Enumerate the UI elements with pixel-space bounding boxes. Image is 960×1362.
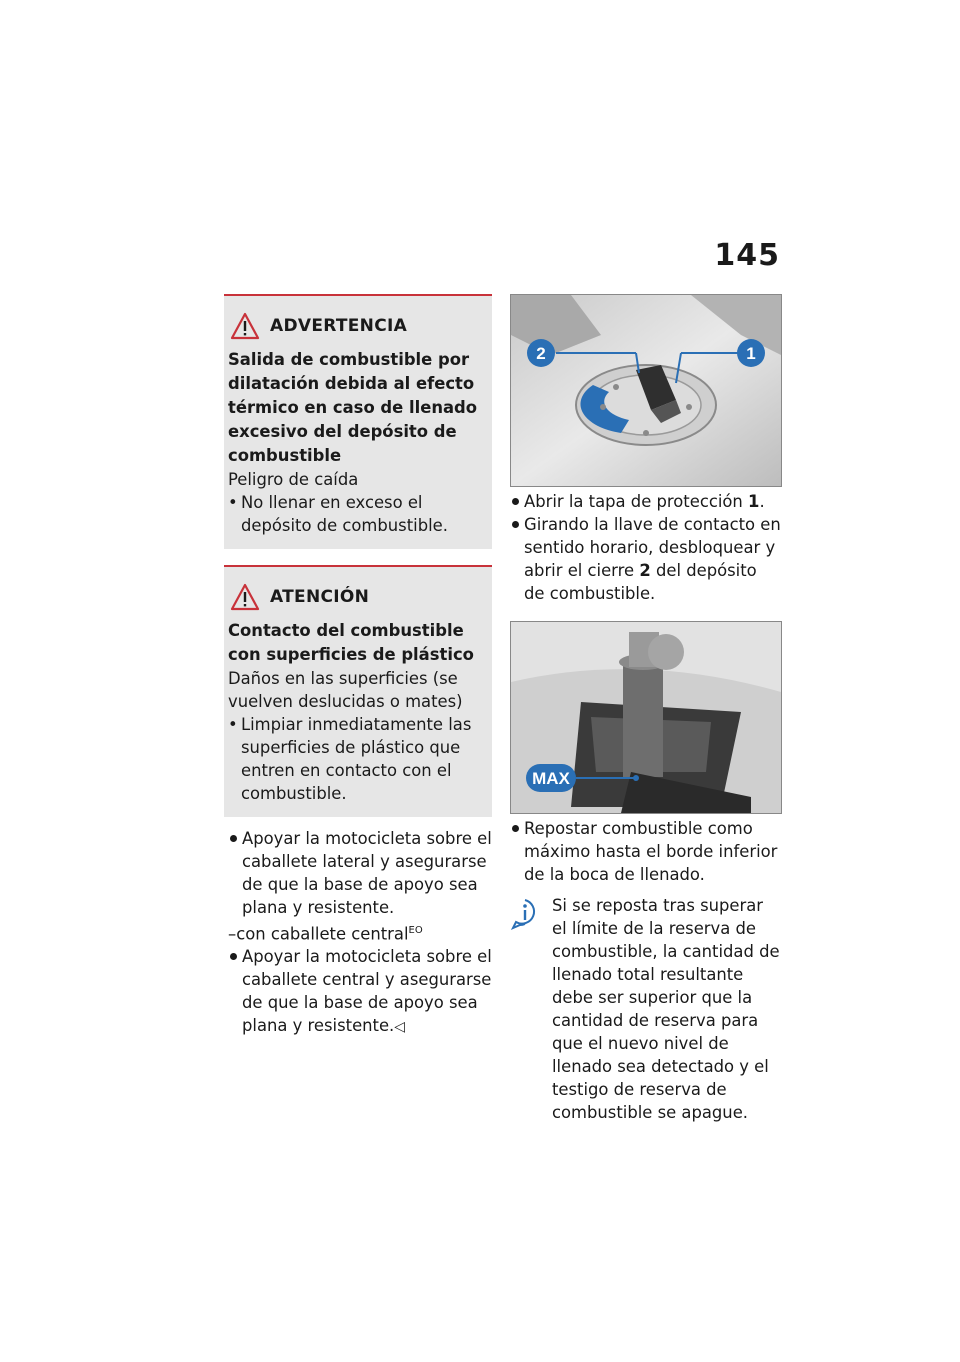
step-unlock-cap-end: del depósito de combustible. xyxy=(524,561,757,603)
step-open-cover-end: . xyxy=(759,492,765,511)
right-column xyxy=(510,294,782,1124)
page-number: 145 xyxy=(714,238,780,273)
warning-header xyxy=(228,312,484,340)
left-steps xyxy=(228,827,492,1039)
step-unlock-cap-ref: 2 xyxy=(639,561,651,580)
warning-box xyxy=(224,294,492,549)
fuel-cap-illustration xyxy=(511,295,781,486)
warning-subject: Salida de combustible por dilatación debida al efecto térmico en caso de llenado excesivo del depósito de combustible xyxy=(228,350,478,465)
callout-1-label: 1 xyxy=(746,344,756,363)
step-unlock-cap-text: Girando la llave de contacto en sentido horario, desbloquear y abrir el cierre xyxy=(524,515,781,580)
step-open-cover xyxy=(510,490,782,513)
warning-bullet: • No llenar en exceso el depósito de combustible. xyxy=(228,491,484,537)
warning-triangle-icon xyxy=(230,312,260,340)
end-mark: ◁ xyxy=(394,1019,406,1036)
warning-consequence: Peligro de caída xyxy=(228,470,359,489)
right-steps-2 xyxy=(510,817,782,886)
right-steps-1 xyxy=(510,490,782,605)
caution-header xyxy=(228,583,484,611)
option-code: EO xyxy=(408,925,423,936)
step-unlock-cap xyxy=(510,513,782,605)
fuel-max-figure xyxy=(510,621,782,814)
max-label: MAX xyxy=(532,769,570,788)
caution-box xyxy=(224,565,492,817)
info-text: Si se reposta tras superar el límite de la reserva de combustible, la cantidad de llenado total resultante debe ser superior que la cantidad de reserva para que el nuevo nivel de llenado sea detectado y el testigo de reserva de combustible se apague. xyxy=(552,896,780,1122)
left-column xyxy=(228,294,492,1039)
fuel-cap-figure xyxy=(510,294,782,487)
step-refuel: Repostar combustible como máximo hasta el borde inferior de la boca de llenado. xyxy=(510,817,782,886)
step-center-stand-text: Apoyar la motocicleta sobre el caballete central y asegurarse de que la base de apoyo sea plana y resistente. xyxy=(242,947,492,1036)
info-note xyxy=(510,894,782,1124)
warning-title: ADVERTENCIA xyxy=(270,316,408,336)
option-line-text: con caballete central xyxy=(236,924,409,944)
caution-title: ATENCIÓN xyxy=(270,587,370,607)
caution-consequence: Daños en las superficies (se vuelven deslucidas o mates) xyxy=(228,669,463,711)
caution-subject: Contacto del combustible con superficies de plástico xyxy=(228,621,474,664)
fuel-max-illustration xyxy=(511,622,781,813)
callout-2-label: 2 xyxy=(536,344,546,363)
step-open-cover-text: Abrir la tapa de protección xyxy=(524,492,743,511)
step-side-stand: Apoyar la motocicleta sobre el caballete lateral y asegurarse de que la base de apoyo sea plana y resistente. xyxy=(228,827,492,919)
step-center-stand xyxy=(228,945,492,1039)
option-center-stand: –con caballete central$^{EO}$ xyxy=(228,924,423,944)
caution-bullet: • Limpiar inmediatamente las superficies de plástico que entren en contacto con el combustible. xyxy=(228,713,484,805)
caution-triangle-icon xyxy=(230,583,260,611)
step-open-cover-ref: 1 xyxy=(748,492,760,511)
info-icon xyxy=(510,898,540,930)
